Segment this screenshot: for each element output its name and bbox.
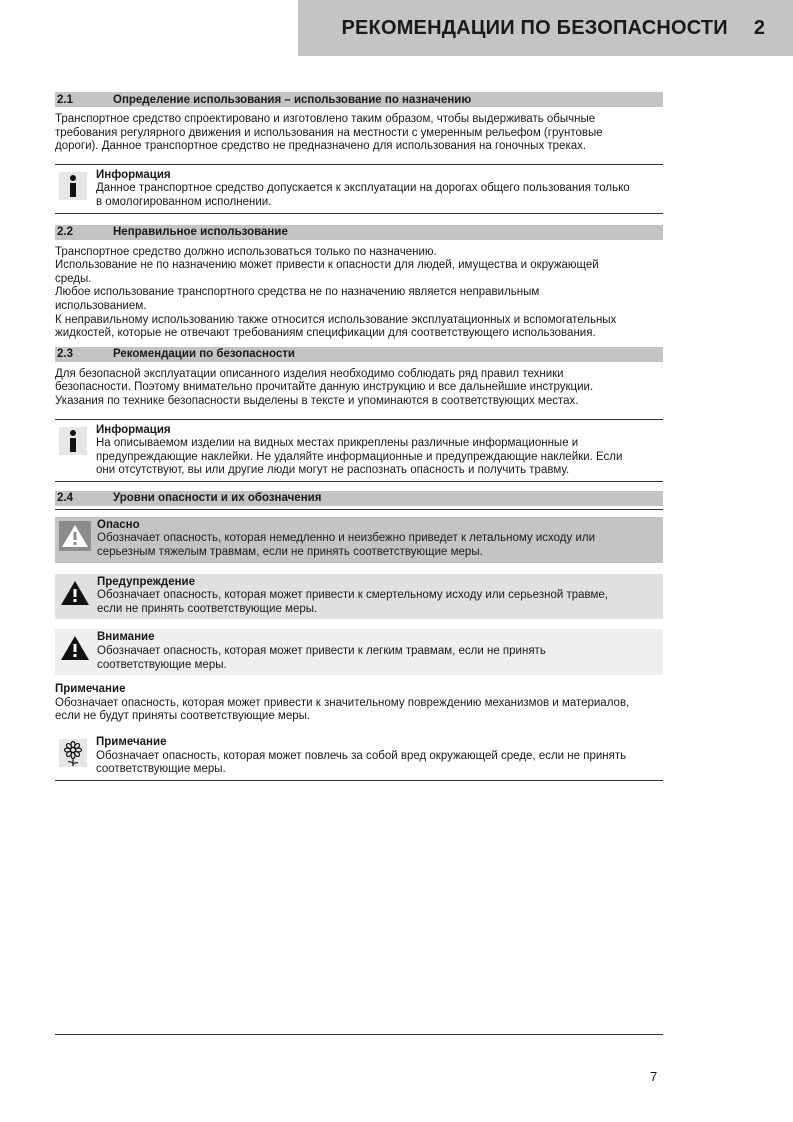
chapter-banner: [298, 0, 793, 56]
danger-title: Опасно: [97, 518, 140, 531]
caution-title: Внимание: [97, 631, 155, 644]
warning-text: Обозначает опасность, которая может привести к смертельному исходу или серьезной травме, если не принять соответствующие меры.: [97, 589, 608, 615]
section-number: 2.3: [57, 348, 73, 361]
danger-text: Обозначает опасность, которая немедленно и неизбежно приведет к летальному исходу или серьезным тяжелым травмам, если не принять соответствующие меры.: [97, 532, 596, 559]
caution-icon: [59, 633, 91, 663]
caution-level: [55, 629, 663, 675]
page-number: 7: [650, 1069, 658, 1084]
section-header-2-1: [55, 92, 663, 107]
chapter-number: 2: [753, 16, 765, 39]
note-text: Обозначает опасность, которая может привести к значительному повреждению механизмов и материалов, если не будут приняты соответствующие меры.: [55, 696, 630, 723]
paragraph: Для безопасной эксплуатации описанного изделия необходимо соблюдать ряд правил техники безопасности. Поэтому внимательно прочитайте данную инструкцию и все дальнейшие инструкции. Указания по технике безопасности выделены в тексте и упоминаются в соответствующих местах.: [55, 367, 594, 407]
flower-icon: [59, 739, 87, 767]
environment-note-text: Обозначает опасность, которая может повлечь за собой вред окружающей среде, если не принять соответствующие меры.: [96, 749, 627, 776]
section-number: 2.1: [57, 93, 73, 106]
danger-level: [55, 517, 663, 563]
section-header-2-4: [55, 491, 663, 506]
danger-warning-icon: [59, 521, 91, 551]
paragraph: Транспортное средство спроектировано и изготовлено таким образом, чтобы выдерживать обычные требования регулярного движения и использования на местности с умеренным рельефом (грунтовые дороги). Данное транспортное средство не предназначено для использования на гоночных треках.: [55, 113, 603, 153]
info-box: [55, 164, 663, 214]
section-title: Уровни опасности и их обозначения: [113, 492, 322, 505]
section-header-2-2: [55, 225, 663, 240]
environment-note-box: [55, 732, 663, 781]
section-title: Неправильное использование: [113, 226, 288, 239]
warning-title: Предупреждение: [97, 575, 195, 588]
section-header-2-3: [55, 347, 663, 362]
environment-note-title: Примечание: [96, 736, 167, 748]
info-icon: [59, 427, 87, 455]
section-number: 2.4: [57, 492, 73, 505]
info-box: [55, 419, 663, 482]
caution-text: Обозначает опасность, которая может привести к легким травмам, если не принять соответствующие меры.: [97, 645, 546, 671]
footer-divider: [55, 1034, 663, 1035]
info-icon: [59, 172, 87, 200]
section-title: Определение использования – использование по назначению: [113, 93, 472, 106]
paragraph: Транспортное средство должно использоваться только по назначению. Использование не по назначению может привести к опасности для людей, имущества и окружающей среды. Любое использование транспортного средства не по назначению является неправильным использованием. К неправильному использованию также относится использование эксплуатационных и вспомогательных жидкостей, которые не отвечают требованиям спецификации для соответствующего использования.: [55, 245, 617, 340]
warning-level: [55, 574, 663, 620]
page-content: [55, 92, 663, 792]
note-title: Примечание: [55, 683, 126, 696]
info-text: На описываемом изделии на видных местах прикреплены различные информационные и предупреждающие наклейки. Не удаляйте информационные и предупреждающие наклейки. Если они отсутствуют, вы или другие люди могут не распознать опасность и получить травму.: [96, 437, 623, 477]
chapter-title: РЕКОМЕНДАЦИИ ПО БЕЗОПАСНОСТИ: [341, 16, 728, 39]
section-number: 2.2: [57, 226, 73, 239]
section-title: Рекомендации по безопасности: [113, 348, 295, 361]
info-title: Информация: [96, 423, 171, 436]
info-title: Информация: [96, 168, 171, 181]
info-text: Данное транспортное средство допускается к эксплуатации на дорогах общего пользования только в омологированном исполнении.: [96, 182, 630, 208]
warning-icon: [59, 578, 91, 608]
